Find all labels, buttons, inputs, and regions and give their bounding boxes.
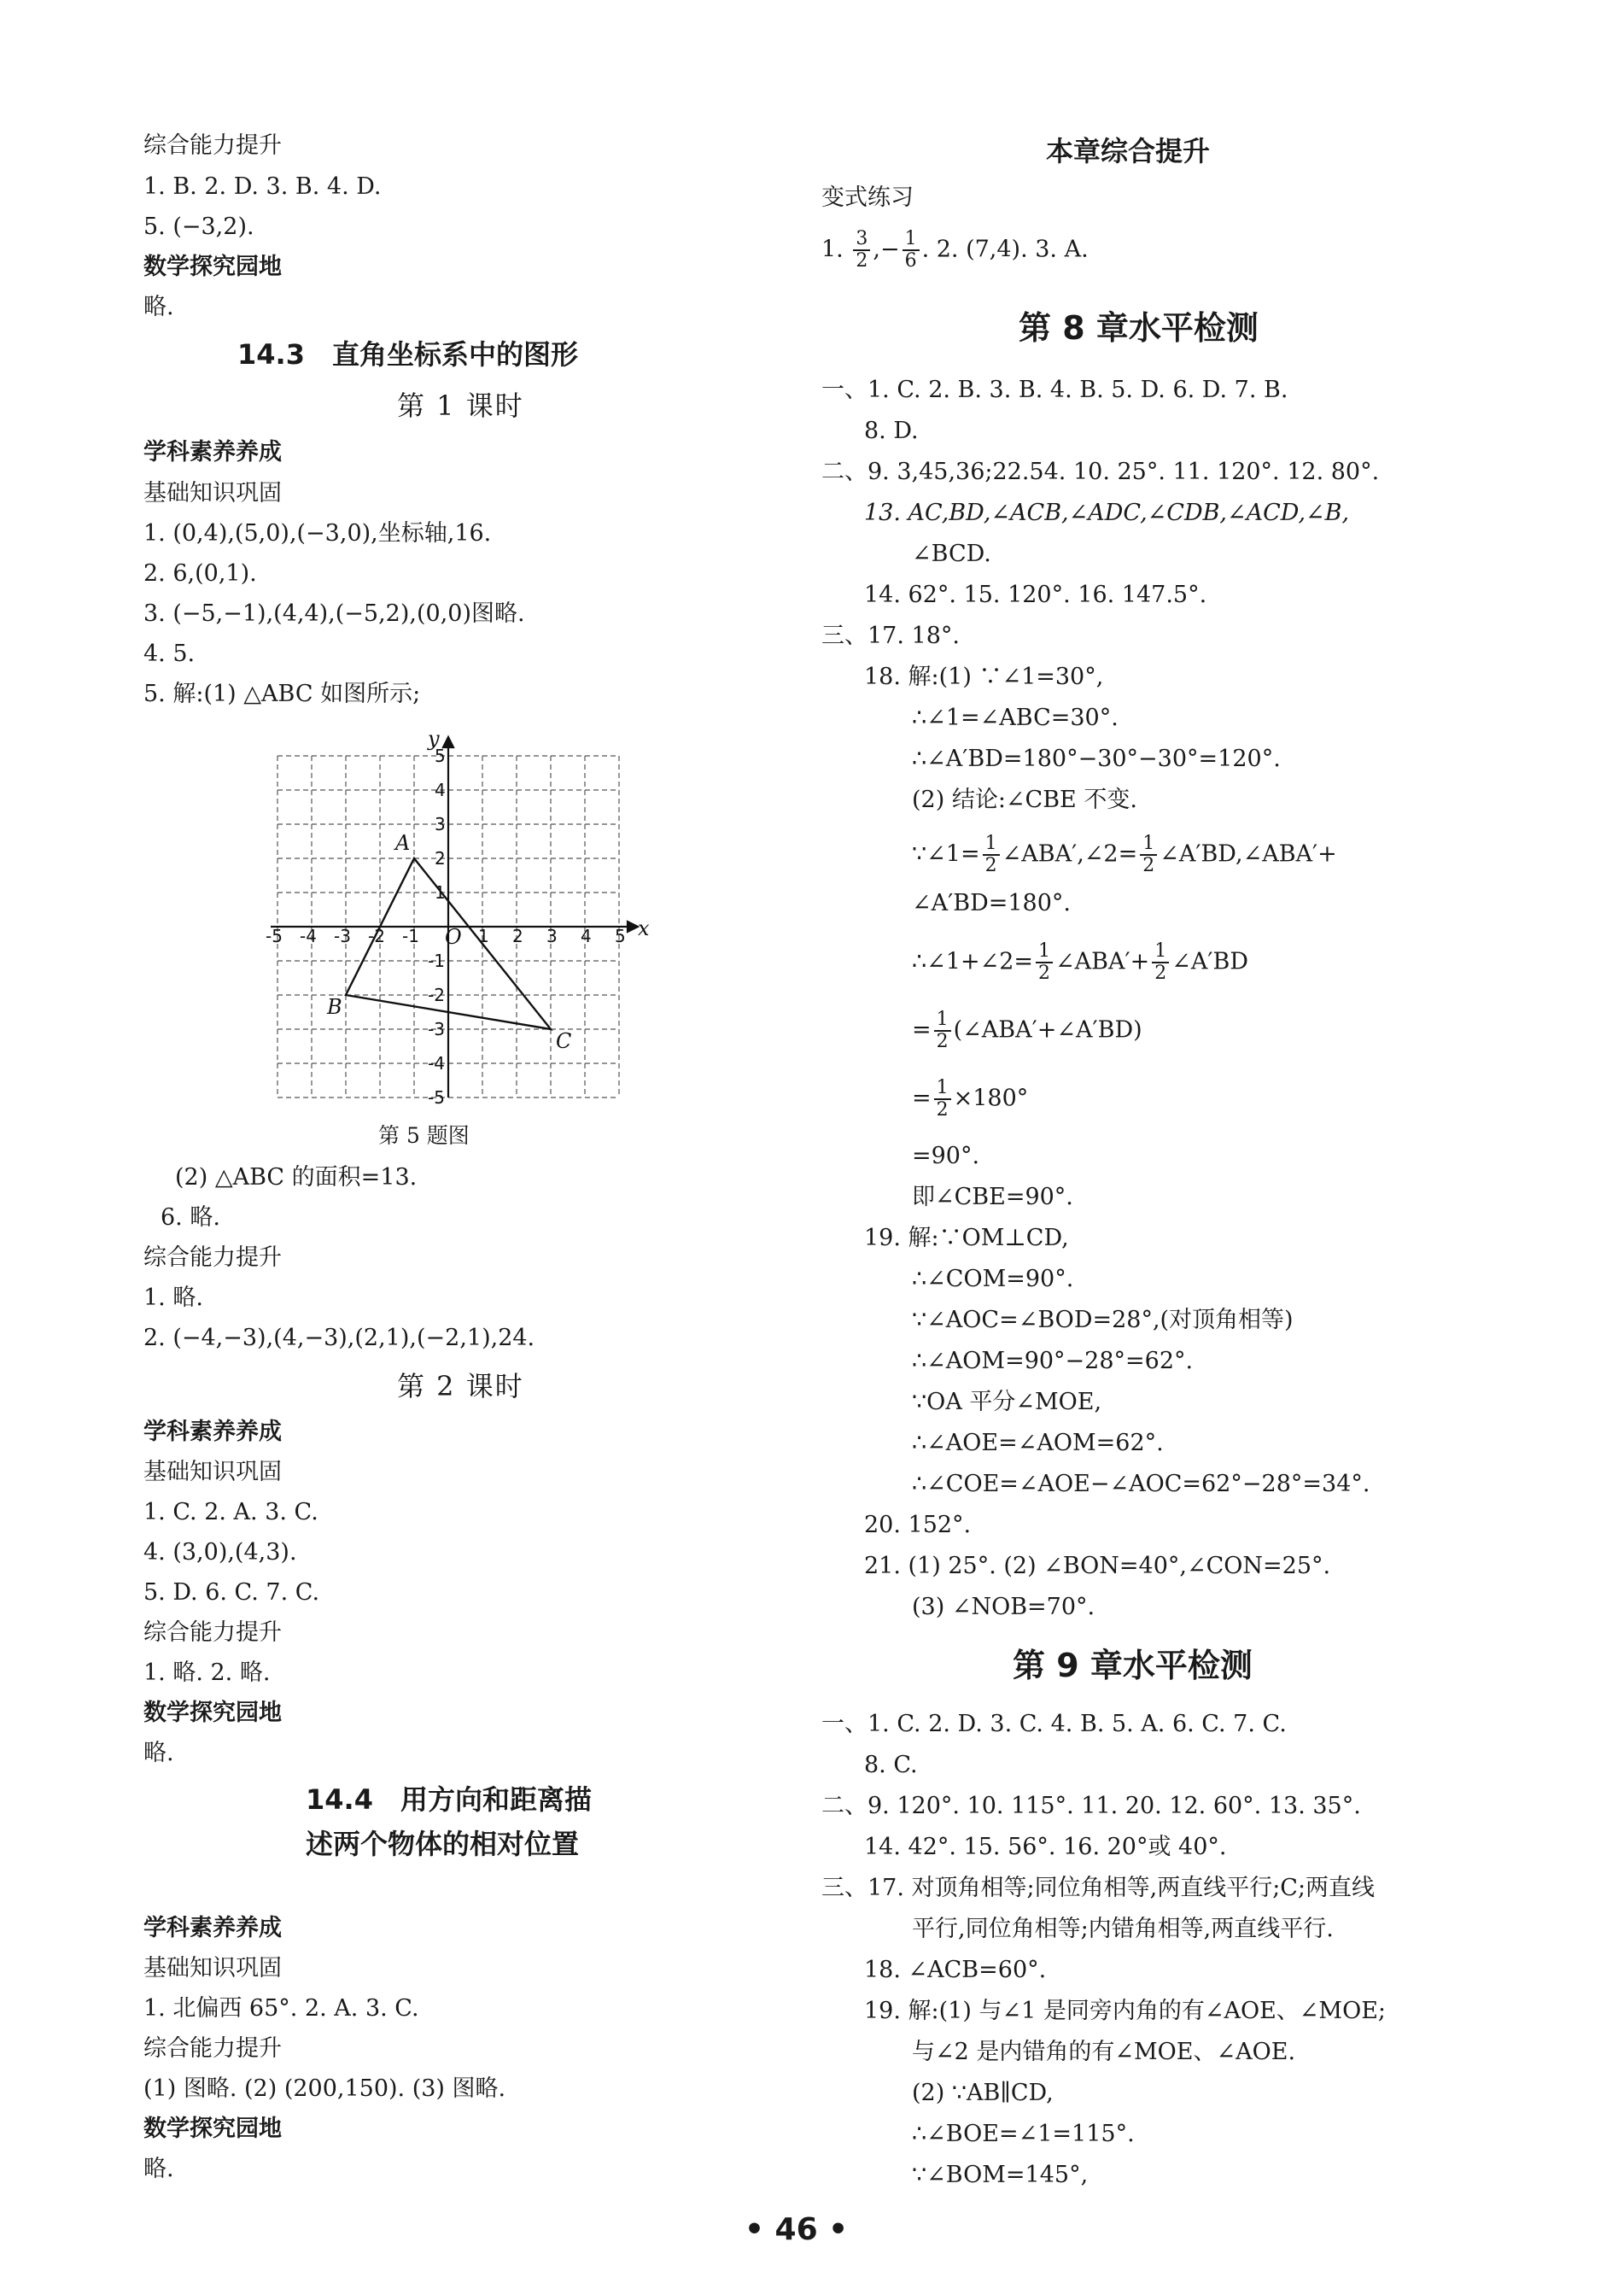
y-tick-label: 1	[435, 882, 446, 903]
explore-heading: 数学探究园地	[143, 2116, 282, 2142]
answer-line: 19. 解:∵OM⊥CD,	[864, 1225, 1069, 1251]
y-tick-label: -3	[428, 1019, 445, 1039]
x-tick-label: -5	[266, 926, 283, 946]
origin-label: O	[445, 925, 462, 949]
answer-line: 略.	[143, 294, 174, 320]
answer-line: 4. (3,0),(4,3).	[143, 1539, 297, 1566]
answer-line: 略.	[143, 1740, 174, 1766]
answer-line: 5. D. 6. C. 7. C.	[143, 1579, 320, 1606]
y-tick-label: 4	[435, 780, 446, 800]
variant-heading: 变式练习	[821, 184, 914, 211]
y-tick-label: 5	[435, 746, 446, 766]
answer-line: (1) 图略. (2) (200,150). (3) 图略.	[143, 2075, 506, 2102]
answer-line: 21. (1) 25°. (2) ∠BON=40°,∠CON=25°.	[864, 1553, 1331, 1579]
point-label-a: A	[395, 831, 411, 855]
answer-line: (2) △ABC 的面积=13.	[175, 1164, 418, 1191]
answer-line: 14. 42°. 15. 56°. 16. 20°或 40°.	[864, 1834, 1227, 1860]
chapter-9-title: 第 9 章水平检测	[1013, 1647, 1253, 1684]
answer-line: ∴∠1=∠ABC=30°.	[912, 705, 1119, 731]
x-tick-label: 1	[478, 926, 489, 946]
answer-line: ∴∠COE=∠AOE−∠AOC=62°−28°=34°.	[912, 1471, 1370, 1497]
answer-line: 5. (−3,2).	[143, 214, 254, 240]
x-tick-label: -4	[300, 926, 317, 946]
section-title-14-3: 14.3 直角坐标系中的图形	[237, 338, 578, 371]
x-axis-label: x	[638, 916, 650, 940]
answer-line: ∵∠AOC=∠BOD=28°,(对顶角相等)	[912, 1307, 1294, 1333]
variant-answers: 1. $\frac{3}{2}$ ,− $\frac{1}{6}$ . 2. (7,4). 3. A.	[821, 228, 1089, 272]
y-tick-label: -4	[428, 1053, 445, 1074]
lesson-title: 第 1 课时	[397, 389, 524, 422]
x-tick-label: -2	[368, 926, 385, 946]
answer-line: 1. 略.	[143, 1285, 203, 1311]
ability-heading: 综合能力提升	[143, 2035, 282, 2062]
literacy-heading: 学科素养养成	[143, 1419, 282, 1445]
x-tick-label: -3	[334, 926, 351, 946]
answer-line: 6. 略.	[161, 1204, 220, 1231]
answer-line: 1. 略. 2. 略.	[143, 1659, 271, 1686]
x-tick-label: 5	[615, 926, 626, 946]
answer-line: 一、1. C. 2. D. 3. C. 4. B. 5. A. 6. C. 7. C.	[821, 1711, 1287, 1737]
answer-line: ∠BCD.	[912, 541, 991, 567]
answer-line: 19. 解:(1) 与∠1 是同旁内角的有∠AOE、∠MOE;	[864, 1998, 1387, 2024]
explore-heading: 数学探究园地	[143, 254, 282, 280]
answer-line: ∴∠COM=90°.	[912, 1266, 1074, 1292]
y-axis-label: y	[428, 727, 440, 751]
answer-line: 4. 5.	[143, 641, 196, 667]
literacy-heading: 学科素养养成	[143, 1915, 282, 1941]
answer-line: 与∠2 是内错角的有∠MOE、∠AOE.	[912, 2039, 1296, 2065]
answer-line: 5. 解:(1) △ABC 如图所示;	[143, 681, 421, 707]
answer-line: 20. 152°.	[864, 1512, 972, 1538]
answer-line: 2. (−4,−3),(4,−3),(2,1),(−2,1),24.	[143, 1325, 535, 1351]
lesson-title: 第 2 课时	[397, 1370, 524, 1402]
y-tick-label: -2	[428, 985, 445, 1005]
basics-heading: 基础知识巩固	[143, 480, 282, 506]
answer-line: 二、9. 3,45,36;22.54. 10. 25°. 11. 120°. 12. 80°.	[821, 459, 1380, 485]
axes	[271, 737, 638, 1098]
answer-line: 三、17. 对顶角相等;同位角相等,两直线平行;C;两直线	[821, 1875, 1376, 1901]
answer-line: ∵∠BOM=145°,	[912, 2162, 1089, 2188]
answer-line: 1. 北偏西 65°. 2. A. 3. C.	[143, 1995, 419, 2022]
y-tick-label: -1	[428, 951, 445, 971]
x-tick-label: -1	[402, 926, 419, 946]
explore-heading: 数学探究园地	[143, 1700, 282, 1726]
answer-line: 13. AC,BD,∠ACB,∠ADC,∠CDB,∠ACD,∠B,	[864, 500, 1350, 526]
y-tick-label: 3	[435, 814, 446, 834]
coordinate-figure	[266, 717, 657, 1110]
proof-line: ∵∠1= $\frac{1}{2}$ ∠ABA′,∠2= $\frac{1}{2}$ ∠A′BD,∠ABA′+	[912, 833, 1337, 877]
point-label-b: B	[327, 995, 342, 1019]
answer-line: 二、9. 120°. 10. 115°. 11. 20. 12. 60°. 13. 35°.	[821, 1793, 1361, 1819]
answer-line: ∴∠AOM=90°−28°=62°.	[912, 1348, 1194, 1374]
answer-line: 即∠CBE=90°.	[912, 1184, 1073, 1210]
basics-heading: 基础知识巩固	[143, 1459, 282, 1485]
y-tick-label: 2	[435, 848, 446, 869]
answer-line: 14. 62°. 15. 120°. 16. 147.5°.	[864, 582, 1207, 608]
answer-line: 8. D.	[864, 418, 919, 444]
answer-line: 1. B. 2. D. 3. B. 4. D.	[143, 173, 382, 200]
page-number: • 46 •	[745, 2212, 849, 2247]
answer-line: ∵OA 平分∠MOE,	[912, 1389, 1102, 1415]
answer-line: 一、1. C. 2. B. 3. B. 4. B. 5. D. 6. D. 7. B.	[821, 377, 1288, 403]
answer-line: 1. C. 2. A. 3. C.	[143, 1499, 318, 1525]
proof-line: ∴∠1+∠2= $\frac{1}{2}$ ∠ABA′+ $\frac{1}{2}$ ∠A′BD	[912, 940, 1248, 985]
ability-heading: 综合能力提升	[143, 1244, 282, 1271]
answer-line: (2) 结论:∠CBE 不变.	[912, 787, 1137, 813]
answer-line: ∴∠AOE=∠AOM=62°.	[912, 1430, 1164, 1456]
answer-line: 8. C.	[864, 1752, 918, 1778]
x-tick-label: 4	[581, 926, 592, 946]
answer-line: 略.	[143, 2156, 174, 2182]
basics-heading: 基础知识巩固	[143, 1955, 282, 1981]
answer-line: ∴∠A′BD=180°−30°−30°=120°.	[912, 746, 1281, 772]
answer-line: 3. (−5,−1),(4,4),(−5,2),(0,0)图略.	[143, 600, 525, 627]
answer-line: 三、17. 18°.	[821, 623, 960, 649]
answer-line: 18. 解:(1) ∵∠1=30°,	[864, 664, 1104, 690]
answer-line: 1. (0,4),(5,0),(−3,0),坐标轴,16.	[143, 520, 492, 547]
answer-line: 2. 6,(0,1).	[143, 560, 257, 587]
section-title-14-4-cont: 述两个物体的相对位置	[306, 1828, 580, 1860]
answer-line: 平行,同位角相等;内错角相等,两直线平行.	[912, 1916, 1334, 1942]
ability-heading: 综合能力提升	[143, 132, 282, 159]
y-tick-label: -5	[428, 1087, 445, 1108]
chapter-8-title: 第 8 章水平检测	[1019, 309, 1259, 347]
x-axis-arrow	[628, 922, 638, 932]
answer-line: (2) ∵AB∥CD,	[912, 2080, 1054, 2106]
answer-line: ∴∠BOE=∠1=115°.	[912, 2121, 1135, 2147]
point-label-c: C	[556, 1029, 572, 1053]
proof-line: = $\frac{1}{2}$ (∠ABA′+∠A′BD)	[912, 1009, 1142, 1053]
figure-caption: 第 5 题图	[378, 1123, 470, 1148]
section-title-14-4: 14.4 用方向和距离描	[306, 1783, 592, 1816]
answer-line: ∠A′BD=180°.	[912, 890, 1071, 916]
literacy-heading: 学科素养养成	[143, 439, 282, 465]
answer-line: =90°.	[912, 1143, 980, 1169]
x-tick-label: 3	[546, 926, 558, 946]
answer-line: 18. ∠ACB=60°.	[864, 1957, 1047, 1983]
proof-line: = $\frac{1}{2}$ ×180°	[912, 1077, 1029, 1121]
x-tick-label: 2	[512, 926, 523, 946]
chapter-summary-title: 本章综合提升	[1046, 135, 1211, 167]
ability-heading: 综合能力提升	[143, 1619, 282, 1646]
answer-line: (3) ∠NOB=70°.	[912, 1594, 1095, 1620]
